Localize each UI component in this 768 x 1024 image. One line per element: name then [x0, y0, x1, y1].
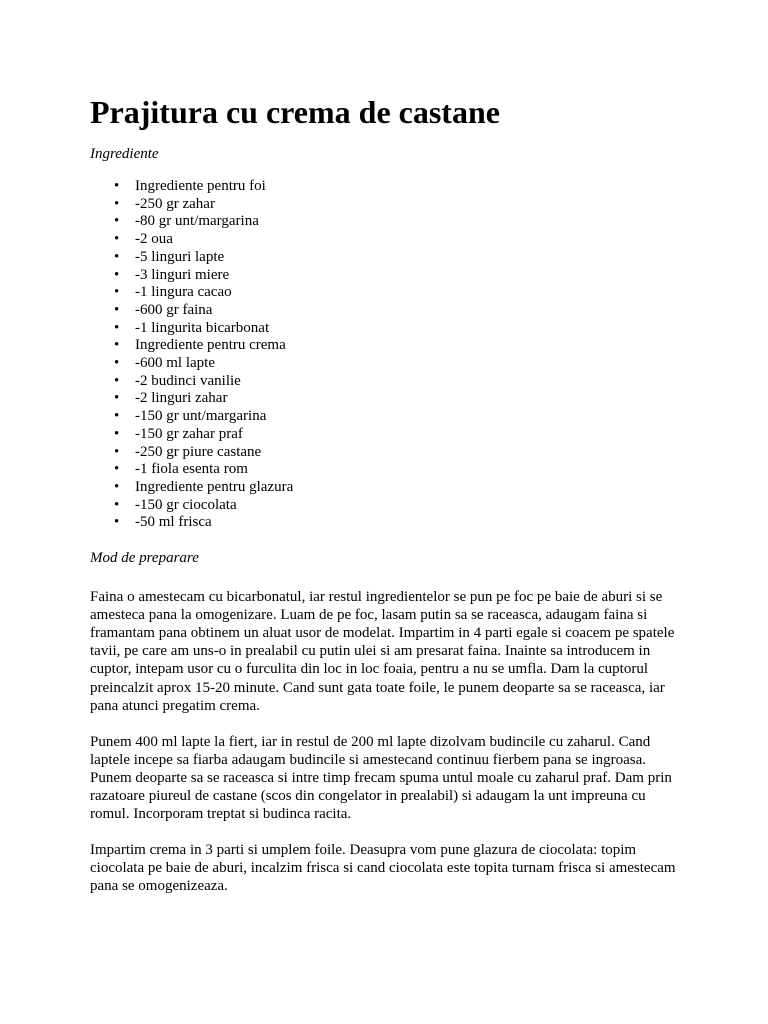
list-item: • -150 gr zahar praf: [114, 425, 243, 442]
list-item: • -250 gr zahar: [114, 195, 215, 212]
bullet-icon: •: [114, 372, 120, 389]
bullet-icon: •: [114, 337, 120, 354]
preparation-heading: Mod de preparare: [90, 550, 199, 567]
ingredients-heading: Ingrediente: [90, 146, 159, 162]
bullet-icon: •: [114, 301, 120, 318]
bullet-icon: •: [114, 195, 120, 212]
bullet-icon: •: [114, 231, 120, 248]
bullet-icon: •: [114, 443, 120, 460]
list-item: • -1 fiola esenta rom: [114, 461, 248, 478]
list-item: • -250 gr piure castane: [114, 443, 262, 460]
preparation-paragraph-1: Faina o amestecam cu bicarbonatul, iar restul ingredientelor se pun pe foc pe baie de aburi si se amesteca pana la omogenizare. Luam de pe foc, lasam putin sa se raceasca, adaugam faina si framantam pana obtinem un aluat usor de modelat. Impartim in 4 parti egale si coacem pe spatele tavii, pe care am uns-o in prealabil cu putin ulei si am presarat faina. Inainte sa introducem in cuptor, intepam usor cu o furculita din loc in loc foaia, pentru a nu se umfla. Dam la cuptorul preincalzit aprox 15-20 minute. Cand sunt gata toate foile, le punem deoparte sa se raceasca, iar pana atunci pregatim crema.: [90, 589, 675, 714]
bullet-icon: •: [114, 355, 120, 372]
bullet-icon: •: [114, 266, 120, 283]
list-item: • Ingrediente pentru crema: [114, 337, 286, 354]
list-item: • -50 ml frisca: [114, 514, 212, 531]
bullet-icon: •: [114, 478, 120, 495]
bullet-icon: •: [114, 213, 120, 230]
bullet-icon: •: [114, 408, 120, 425]
bullet-icon: •: [114, 390, 120, 407]
preparation-paragraph-3: Impartim crema in 3 parti si umplem foile. Deasupra vom pune glazura de ciocolata: topim ciocolata pe baie de aburi, incalzim frisca si cand ciocolata este topita turnam frisca si amestecam pana se omogenizeaza.: [90, 842, 676, 895]
list-item: • Ingrediente pentru glazura: [114, 478, 294, 495]
list-item: • -1 lingurita bicarbonat: [114, 319, 270, 336]
bullet-icon: •: [114, 178, 120, 194]
bullet-icon: •: [114, 425, 120, 442]
list-item: • -2 budinci vanilie: [114, 372, 241, 389]
bullet-icon: •: [114, 461, 120, 478]
bullet-icon: •: [114, 496, 120, 513]
bullet-icon: •: [114, 514, 120, 531]
list-item: • -150 gr ciocolata: [114, 496, 237, 513]
list-item: • -150 gr unt/margarina: [114, 408, 267, 425]
list-item: • -5 linguri lapte: [114, 248, 225, 265]
bullet-icon: •: [114, 319, 120, 336]
list-item: • -80 gr unt/margarina: [114, 213, 259, 230]
preparation-paragraph-2: Punem 400 ml lapte la fiert, iar in restul de 200 ml lapte dizolvam budincile cu zaharul. Cand laptele incepe sa fiarba adaugam budincile si amestecand continuu fierbem pana se ingroasa. Punem deoparte sa se raceasca si intre timp frecam spuma untul moale cu zaharul praf. Dam prin razatoare piureul de castane (scos din congelator in prealabil) si adaugam la unt impreuna cu romul. Incorporam treptat si budinca racita.: [90, 733, 672, 823]
list-item: • -2 linguri zahar: [114, 390, 228, 407]
ingredients-list: [90, 178, 678, 532]
bullet-icon: •: [114, 284, 120, 301]
page-title: Prajitura cu crema de castane: [90, 94, 500, 130]
bullet-icon: •: [114, 248, 120, 265]
list-item: • -3 linguri miere: [114, 266, 230, 283]
list-item: • -600 gr faina: [114, 301, 213, 318]
list-item: • -600 ml lapte: [114, 355, 215, 372]
list-item: • Ingrediente pentru foi: [114, 178, 266, 194]
list-item: • -2 oua: [114, 231, 173, 248]
list-item: • -1 lingura cacao: [114, 284, 232, 301]
